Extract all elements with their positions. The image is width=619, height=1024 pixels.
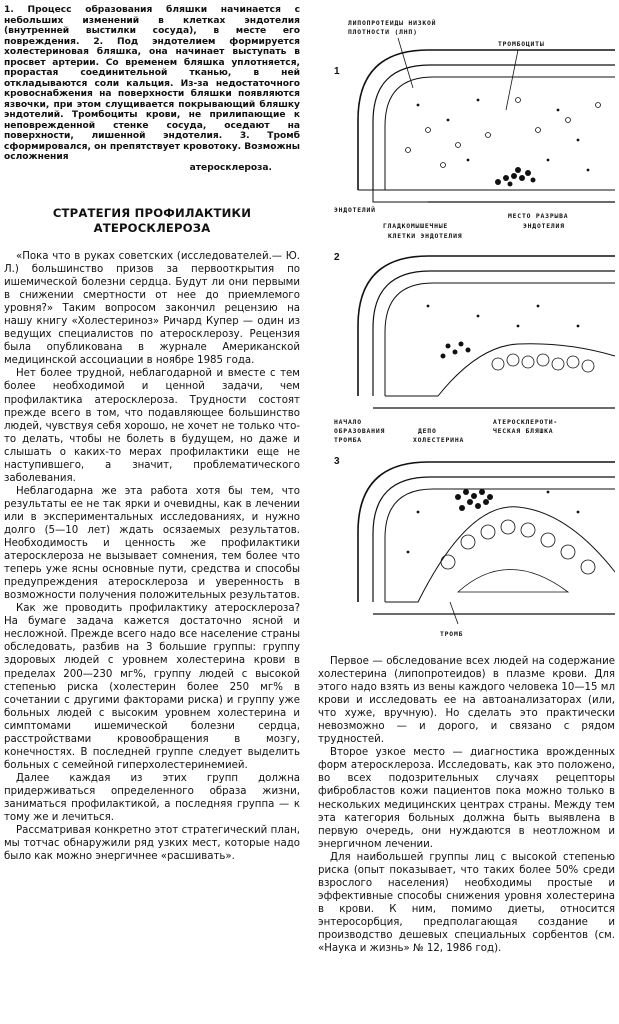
label-ldl: ЛИПОПРОТЕИДЫ НИЗКОЙ [348,19,437,27]
label-smooth-muscle-2: КЛЕТКИ ЭНДОТЕЛИЯ [388,232,463,240]
label-thrombus-start-2: ОБРАЗОВАНИЯ [334,427,386,435]
figure-caption-tail: атеросклероза. [189,162,272,173]
paragraph: Рассматривая конкретно этот стратегический план, мы тотчас обнаружили ряд узких мест, которые надо было как можно энергичнее «расшивать». [4,825,300,863]
label-cholesterol-depot-2: ХОЛЕСТЕРИНА [413,436,465,444]
paragraph: Неблагодарна же эта работа хотя бы тем, что результаты ее не так ярки и очевидны, как в лечении или в экспериментальных исследованиях, и нужно долго (5—10 лет) ждать осязаемых результатов. Необходимость и ценность же профилактики атеросклероза не вызывает сомнения, тем более что теперь уже ясны основные пути, средства и способы предупреждения атеросклероза и уверенность в возможности получения положительных результатов. [4,485,300,602]
label-plaque-2: ЧЕСКАЯ БЛЯШКА [493,427,554,435]
figure-caption-text: 1. Процесс образования бляшки начинается с небольших изменений в клетках эндотелия (внутренней выстилки сосуда), в месте его повреждения. 2. Под эндотелием формируется холестериновая бляшка, она начинает выступать в просвет артерии. Со временем бляшка уплотняется, прорастая соединительной тканью, в ней откладываются соли кальция. Из-за недостаточного кровоснабжения на поверхности бляшки появляются язвочки, при этом слущивается покрывающий бляшку эндотелий. Тромбоциты крови, не прилипающие к неповрежденной стенке сосуда, оседают на поверхности, лишенной эндотелия. 3. Тромб сформировался, он препятствует кровотоку. Возможны осложнения [4,5,300,162]
figure-caption [4,5,300,173]
label-plaque: АТЕРОСКЛЕРОТИ- [493,418,559,426]
artery-stage-2-illustration [318,246,615,446]
panel-number: 1 [334,66,340,77]
label-cholesterol-depot: ДЕПО [418,427,437,435]
label-rupture: МЕСТО РАЗРЫВА [508,212,569,220]
paragraph: Второе узкое место — диагностика врожденных форм атеросклероза. Исследовать, как это положено, во всех подозрительных случаях рецепторы фибробластов кожи пациентов пока можно только в нескольких медицинских центрах страны. Между тем эта категория больных должна быть выявлена в первую очередь, они нуждаются в неотложном и энергичном лечении. [318,747,615,850]
paragraph: Нет более трудной, неблагодарной и вместе с тем более необходимой и ценной задачи, чем профилактика атеросклероза. Трудности состоят прежде всего в том, что подавляющее большинство людей, чувствуя себя хорошо, не хочет не только что-то делать, чтобы не болеть в будущем, но даже и слышать о каких-то мерах профилактики еще не наступившего, а значит, проблематического заболевания. [4,368,300,484]
label-endothelium: ЭНДОТЕЛИЙ [334,206,376,214]
artery-diagram-panel-3 [318,452,615,644]
artery-stage-1-illustration [318,10,615,246]
label-thrombus-start: НАЧАЛО [334,418,362,426]
paragraph: «Пока что в руках советских (исследователей.— Ю. Л.) большинство призов за первооткрытия по ишемической болезни сердца. Будут ли они первыми в снижении смертности от нее до приемлемого уровня?» Таким вопросом закончил рецензию на нашу книгу «Холестериноз» Ричард Купер — один из ведущих специалистов по атеросклерозу. Рецензия была опубликована в журнале Американской медицинской ассоциации в ноябре 1985 года. [4,251,300,367]
paragraph: Далее каждая из этих групп должна придерживаться определенного образа жизни, заниматься профилактикой, а последняя группа — к тому же и лечиться. [4,772,300,824]
section-heading-line2: АТЕРОСКЛЕРОЗА [93,221,211,235]
section-heading [4,206,300,236]
label-ldl-2: ПЛОТНОСТИ (ЛНП) [348,28,418,36]
paragraph: Как же проводить профилактику атеросклероза? На бумаге задача кажется достаточно ясной и несложной. Прежде всего надо все население страны обследовать, разбив на 3 большие группы: группу здоровых людей с уровнем холестерина крови в пределах 200—230 мг%, группу людей с высокой степенью риска (холестерин более 250 мг% в сочетании с другими факторами риска) и группу уже больных людей с высоким уровнем холестерина и симптомами ишемической болезни сердца, расстройствами кровообращения в мозгу, конечностях. В последней группе следует выделить больных с семейной гиперхолестеринемией. [4,603,300,771]
label-smooth-muscle: ГЛАДКОМЫШЕЧНЫЕ [383,222,449,230]
panel-number: 2 [334,252,340,263]
article-body-left [4,250,300,863]
article-body-right [318,655,615,955]
label-rupture-2: ЭНДОТЕЛИЯ [523,222,565,230]
label-thrombus-start-3: ТРОМБА [334,436,362,444]
paragraph: Первое — обследование всех людей на содержание холестерина (липопротеидов) в плазме крови. Для этого надо взять из вены каждого человека 10—15 мл крови и исследовать ее на автоанализаторах (или, что хуже, вручную). Но сделать это практически невозможно — и дорого, и связано с рядом трудностей. [318,656,615,746]
artery-stage-3-illustration [318,452,615,644]
panel-number: 3 [334,456,340,467]
paragraph: Для наибольшей группы лиц с высокой степенью риска (опыт показывает, что таких более 50% среди взрослого населения) необходимы простые и эффективные способы снижения уровня холестерина в крови. К ним, помимо диеты, относится энтеросорбция, предполагающая создание и производство дешевых специальных сорбентов (см. «Наука и жизнь» № 12, 1986 год). [318,851,615,955]
label-thrombus: ТРОМБ [440,630,464,638]
section-heading-line1: СТРАТЕГИЯ ПРОФИЛАКТИКИ [52,206,252,220]
artery-diagram-panel-1 [318,10,615,246]
label-platelets: ТРОМБОЦИТЫ [498,40,545,48]
artery-diagram-panel-2 [318,246,615,446]
